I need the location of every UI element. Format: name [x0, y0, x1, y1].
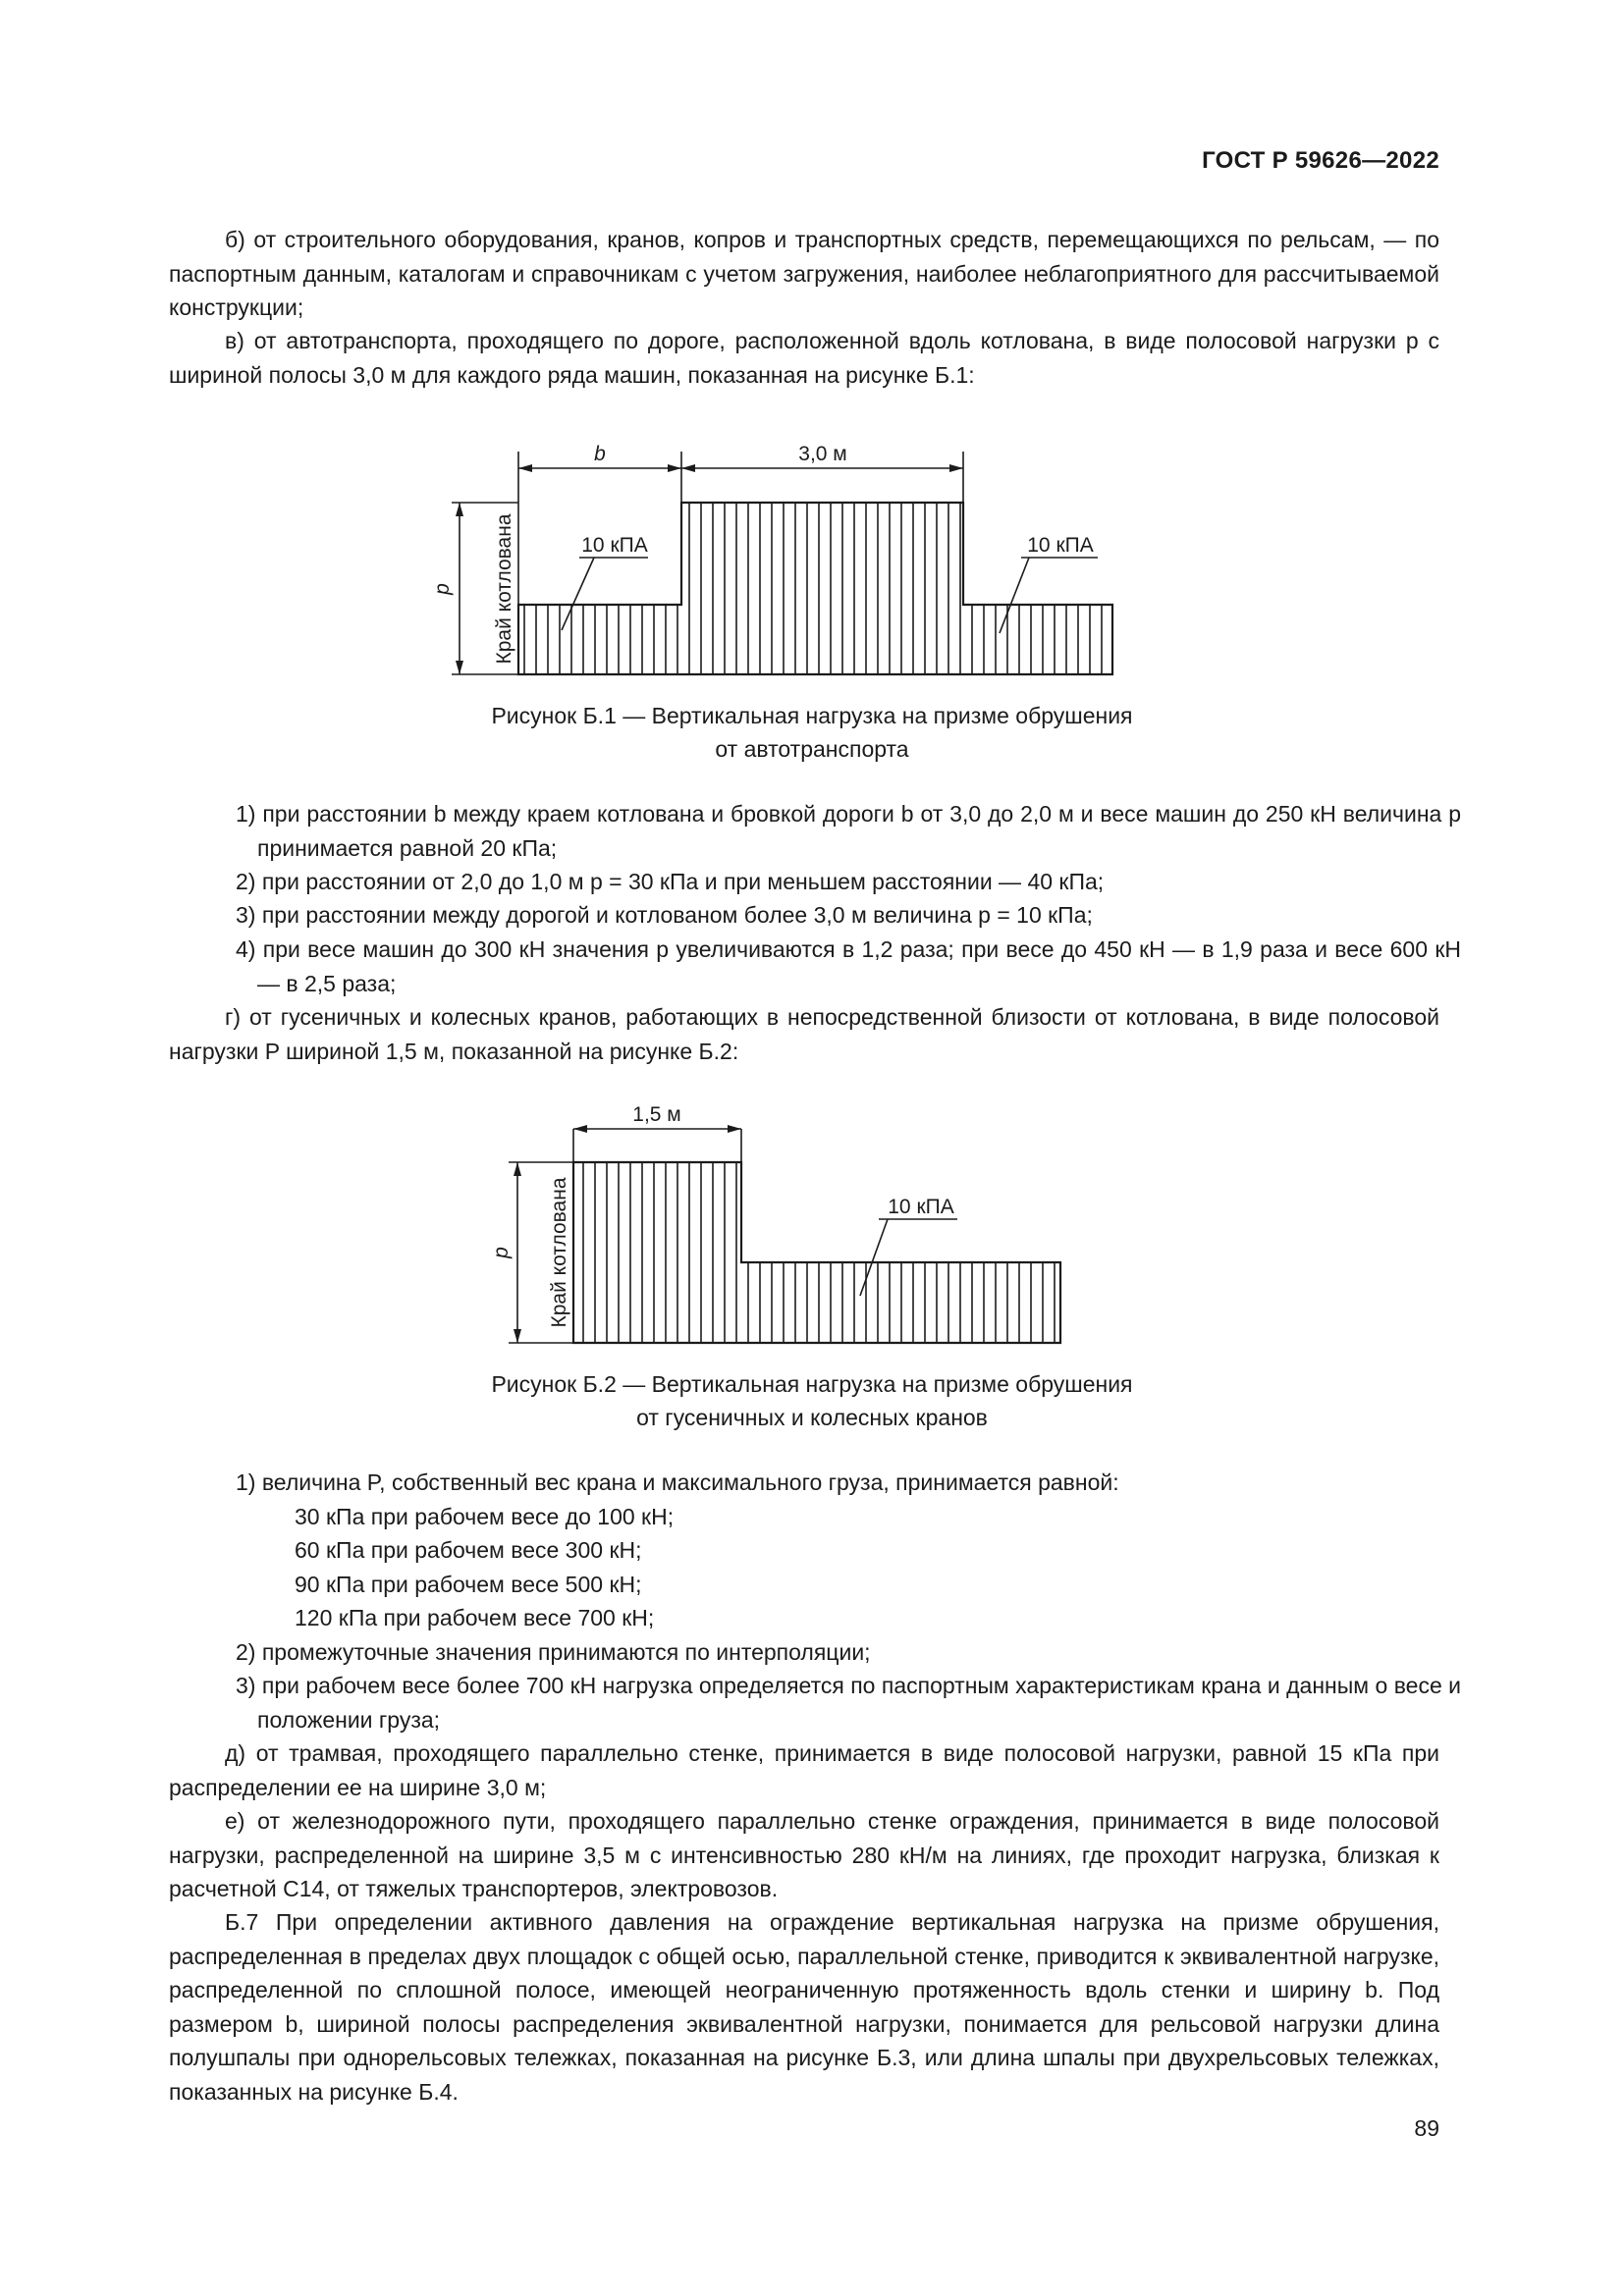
- list-g-item-1: 1) величина P, собственный вес крана и максимального груза, принимается равной:: [236, 1469, 1119, 1495]
- figure-2-caption-line1: Рисунок Б.2 — Вертикальная нагрузка на призме обрушения: [491, 1371, 1133, 1397]
- paragraph-g: г) от гусеничных и колесных кранов, работающих в непосредственной близости от котлована, в виде полосовой нагрузки P шириной 1,5 м, показанной на рисунке Б.2:: [169, 1004, 1439, 1064]
- load-label-fig2: 10 кПА: [888, 1196, 954, 1218]
- document-id-header: ГОСТ Р 59626—2022: [1202, 147, 1439, 174]
- list-g-item-3: 3) при рабочем весе более 700 кН нагрузка определяется по паспортным характеристикам крана и данным о весе и положении груза;: [236, 1673, 1461, 1733]
- list-g-value-2: 60 кПа при рабочем весе 300 кН;: [295, 1537, 642, 1563]
- edge-label: Край котлована: [493, 513, 515, 665]
- list-g-item-2: 2) промежуточные значения принимаются по интерполяции;: [236, 1639, 871, 1665]
- list-g-value-3: 90 кПа при рабочем весе 500 кН;: [295, 1572, 642, 1597]
- list-v-item-4: 4) при весе машин до 300 кН значения p увеличиваются в 1,2 раза; при весе до 450 кН — в 1,9 раза и весе 600 кН — в 2,5 раза;: [236, 936, 1461, 996]
- list-g-value-1: 30 кПа при рабочем весе до 100 кН;: [295, 1504, 675, 1529]
- page-number: 89: [1414, 2115, 1439, 2141]
- paragraph-e: е) от железнодорожного пути, проходящего параллельно стенке ограждения, принимается в виде полосовой нагрузки, распределенной на ширине 3,5 м с интенсивностью 280 кН/м на линиях, где проходит нагрузка, близкая к расчетной С14, от тяжелых транспортеров, электровозов.: [169, 1808, 1439, 1901]
- axis-p-label-fig2: p: [490, 1247, 513, 1258]
- list-v-item-2: 2) при расстоянии от 2,0 до 1,0 м p = 30 кПа и при меньшем расстоянии — 40 кПа;: [236, 869, 1105, 894]
- edge-label-fig2: Край котлована: [548, 1177, 570, 1328]
- dimension-width-label-fig2: 1,5 м: [632, 1103, 681, 1126]
- load-label-left: 10 кПА: [581, 534, 648, 557]
- list-g-value-4: 120 кПа при рабочем весе 700 кН;: [295, 1605, 655, 1630]
- figure-1-caption-line2: от автотранспорта: [715, 736, 909, 762]
- figure-2-caption-line2: от гусеничных и колесных кранов: [636, 1405, 988, 1430]
- axis-p-label: p: [431, 583, 454, 595]
- list-v-item-1: 1) при расстоянии b между краем котлована и бровкой дороги b от 3,0 до 2,0 м и весе машин до 250 кН величина p принимается равной 20 кПа;: [236, 801, 1461, 861]
- load-diagram-fig1: [518, 503, 1112, 674]
- figure-2-diagram: [0, 1090, 1624, 1364]
- dimension-width-label: 3,0 м: [798, 443, 847, 465]
- paragraph-b: б) от строительного оборудования, кранов, копров и транспортных средств, перемещающихся по рельсам, — по паспортным данным, каталогам и справочникам с учетом загружения, наиболее неблагоприятного для рассчитываемой конструкции;: [169, 227, 1439, 320]
- paragraph-d: д) от трамвая, проходящего параллельно стенке, принимается в виде полосовой нагрузки, равной 15 кПа при распределении ее на ширине 3,0 м;: [169, 1740, 1439, 1800]
- list-v-item-3: 3) при расстоянии между дорогой и котлованом более 3,0 м величина p = 10 кПа;: [236, 902, 1093, 928]
- paragraph-v: в) от автотранспорта, проходящего по дороге, расположенной вдоль котлована, в виде полосовой нагрузки p с шириной полосы 3,0 м для каждого ряда машин, показанная на рисунке Б.1:: [169, 328, 1439, 388]
- load-label-right: 10 кПА: [1027, 534, 1094, 557]
- figure-1-caption-line1: Рисунок Б.1 — Вертикальная нагрузка на призме обрушения: [491, 703, 1133, 728]
- dimension-b-label: b: [594, 443, 606, 465]
- figure-1-diagram: [0, 432, 1624, 697]
- paragraph-b7: Б.7 При определении активного давления на ограждение вертикальная нагрузка на призме обрушения, распределенная в пределах двух площадок с общей осью, параллельной стенке, приводится к эквивалентной нагрузке, распределенной по сплошной полосе, имеющей неограниченную протяженность вдоль стенки и ширину b. Под размером b, шириной полосы распределения эквивалентной нагрузки, понимается для рельсовой нагрузки длина полушпалы при однорельсовых тележках, показанная на рисунке Б.3, или длина шпалы при двухрельсовых тележках, показанных на рисунке Б.4.: [169, 1909, 1439, 2105]
- load-diagram-fig2: [573, 1162, 1060, 1343]
